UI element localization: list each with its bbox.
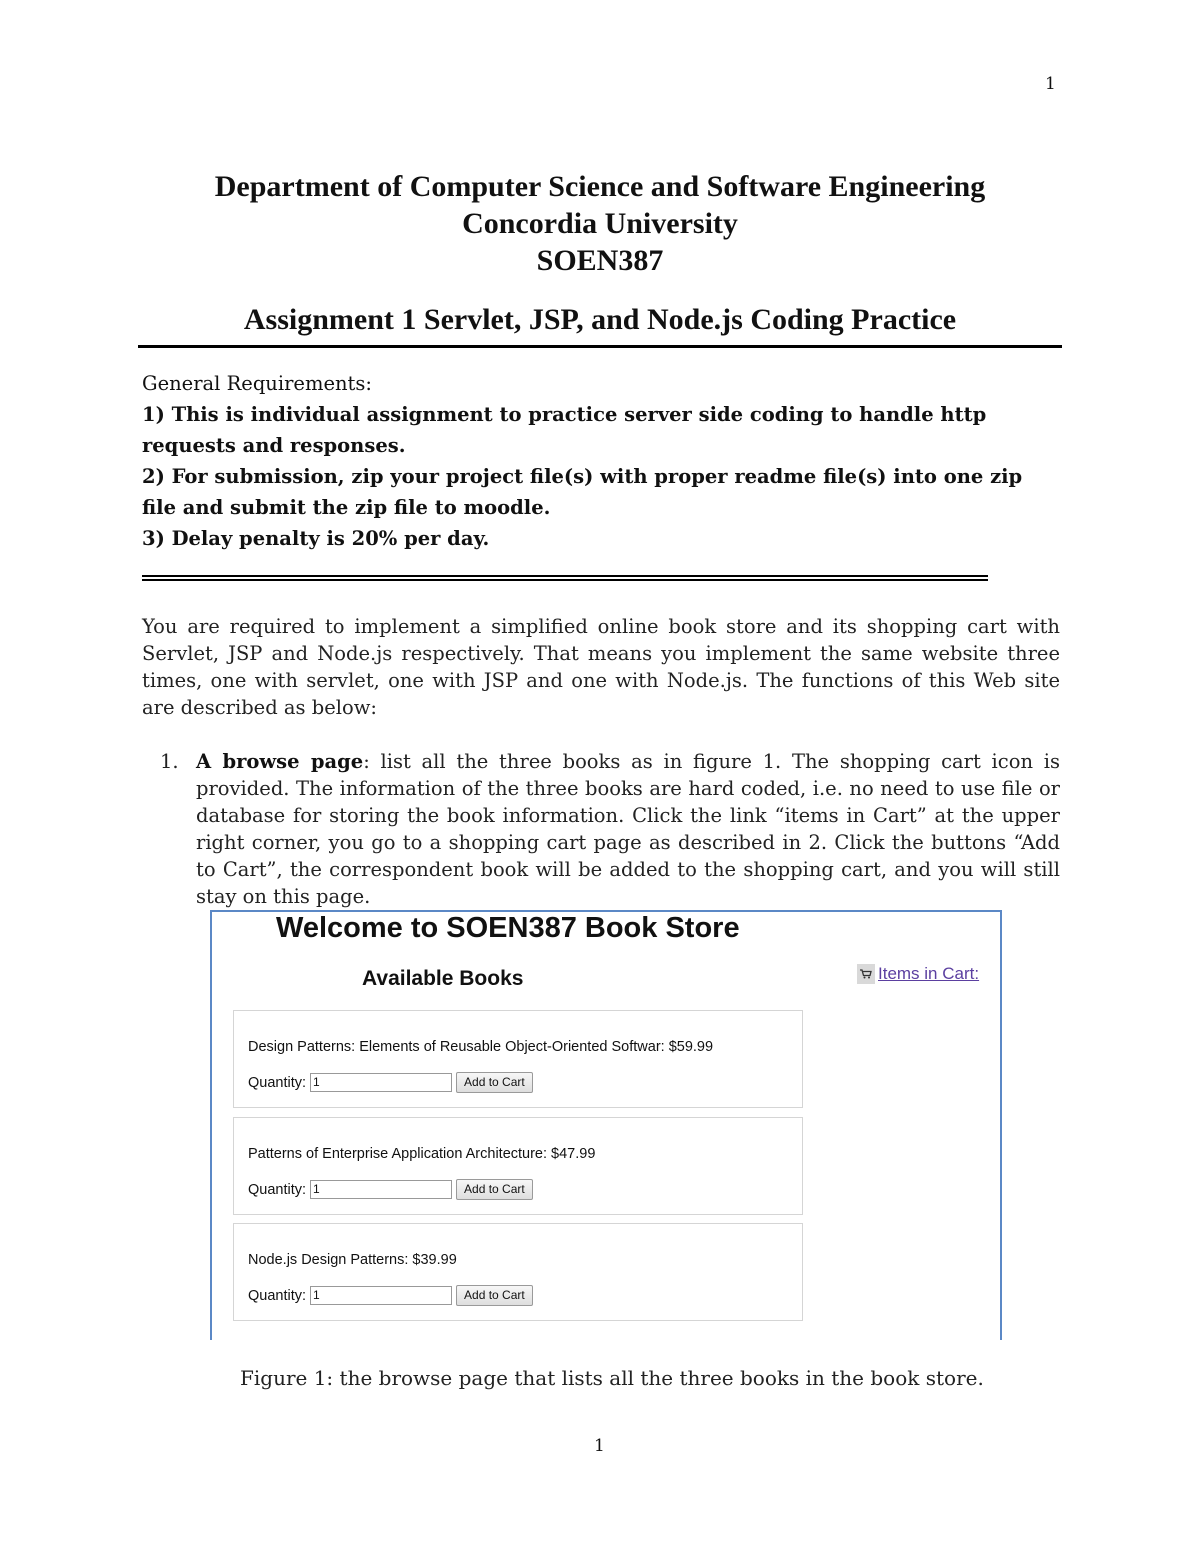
figure-browse-page [210,910,1002,1340]
quantity-label: Quantity: [248,1074,307,1091]
quantity-input[interactable]: 1 [310,1180,452,1199]
book-card [233,1117,803,1215]
add-to-cart-button[interactable]: Add to Cart [456,1072,533,1093]
items-in-cart-link[interactable] [857,964,979,984]
requirement-item: 2) For submission, zip your project file(s) with proper readme file(s) into one zip file and submit the zip file to moodle. [142,465,1023,519]
page-number-bottom: 1 [594,1436,605,1456]
add-to-cart-button[interactable]: Add to Cart [456,1179,533,1200]
requirement-item: 3) Delay penalty is 20% per day. [142,527,490,550]
book-card [233,1223,803,1321]
page-number-top: 1 [1045,74,1056,94]
add-to-cart-button[interactable]: Add to Cart [456,1285,533,1306]
book-title-price: Node.js Design Patterns: $39.99 [248,1252,457,1268]
book-card [233,1010,803,1108]
quantity-row [248,1072,533,1093]
assignment-title: Assignment 1 Servlet, JSP, and Node.js Coding Practice [243,303,957,336]
quantity-label: Quantity: [248,1287,307,1304]
store-welcome-heading: Welcome to SOEN387 Book Store [276,912,740,944]
requirement-item: 1) This is individual assignment to practice server side coding to handle http requests and responses. [142,403,987,457]
book-title-price: Patterns of Enterprise Application Architecture: $47.99 [248,1146,596,1162]
course-code: SOEN387 [536,244,664,277]
list-item-label: A browse page [196,750,364,773]
requirements-divider [142,575,988,581]
list-item-text: : list all the three books as in figure 1. The shopping cart icon is provided. The information of the three books are hard coded, i.e. no need to use file or database for storing the book information. Click the link “items in Cart” at the upper right corner, you go to a shopping cart page as described in 2. Click the buttons “Add to Cart”, the correspondent book will be added to the shopping cart, and you will still stay on this page. [196,750,1060,908]
quantity-label: Quantity: [248,1181,307,1198]
available-books-heading: Available Books [362,967,524,990]
header-divider [138,345,1062,348]
document-header [0,168,1200,338]
list-number: 1. [160,750,179,773]
items-in-cart-label[interactable]: Items in Cart: [878,964,980,983]
university-name: Concordia University [462,207,738,240]
book-title-price: Design Patterns: Elements of Reusable Object-Oriented Softwar: $59.99 [248,1039,714,1055]
shopping-cart-icon[interactable] [857,964,875,984]
quantity-input[interactable]: 1 [310,1286,452,1305]
list-item-browse-page [196,748,1060,910]
figure-caption: Figure 1: the browse page that lists all the three books in the book store. [240,1366,984,1390]
quantity-input[interactable]: 1 [310,1073,452,1092]
quantity-row [248,1285,533,1306]
quantity-row [248,1179,533,1200]
general-requirements [142,368,1062,554]
intro-paragraph: You are required to implement a simplified online book store and its shopping cart with Servlet, JSP and Node.js respectively. That means you implement the same website three times, one with servlet, one with JSP and one with Node.js. The functions of this Web site are described as below: [142,615,1060,719]
department-name: Department of Computer Science and Software Engineering [214,170,986,203]
requirements-heading: General Requirements: [142,372,372,395]
